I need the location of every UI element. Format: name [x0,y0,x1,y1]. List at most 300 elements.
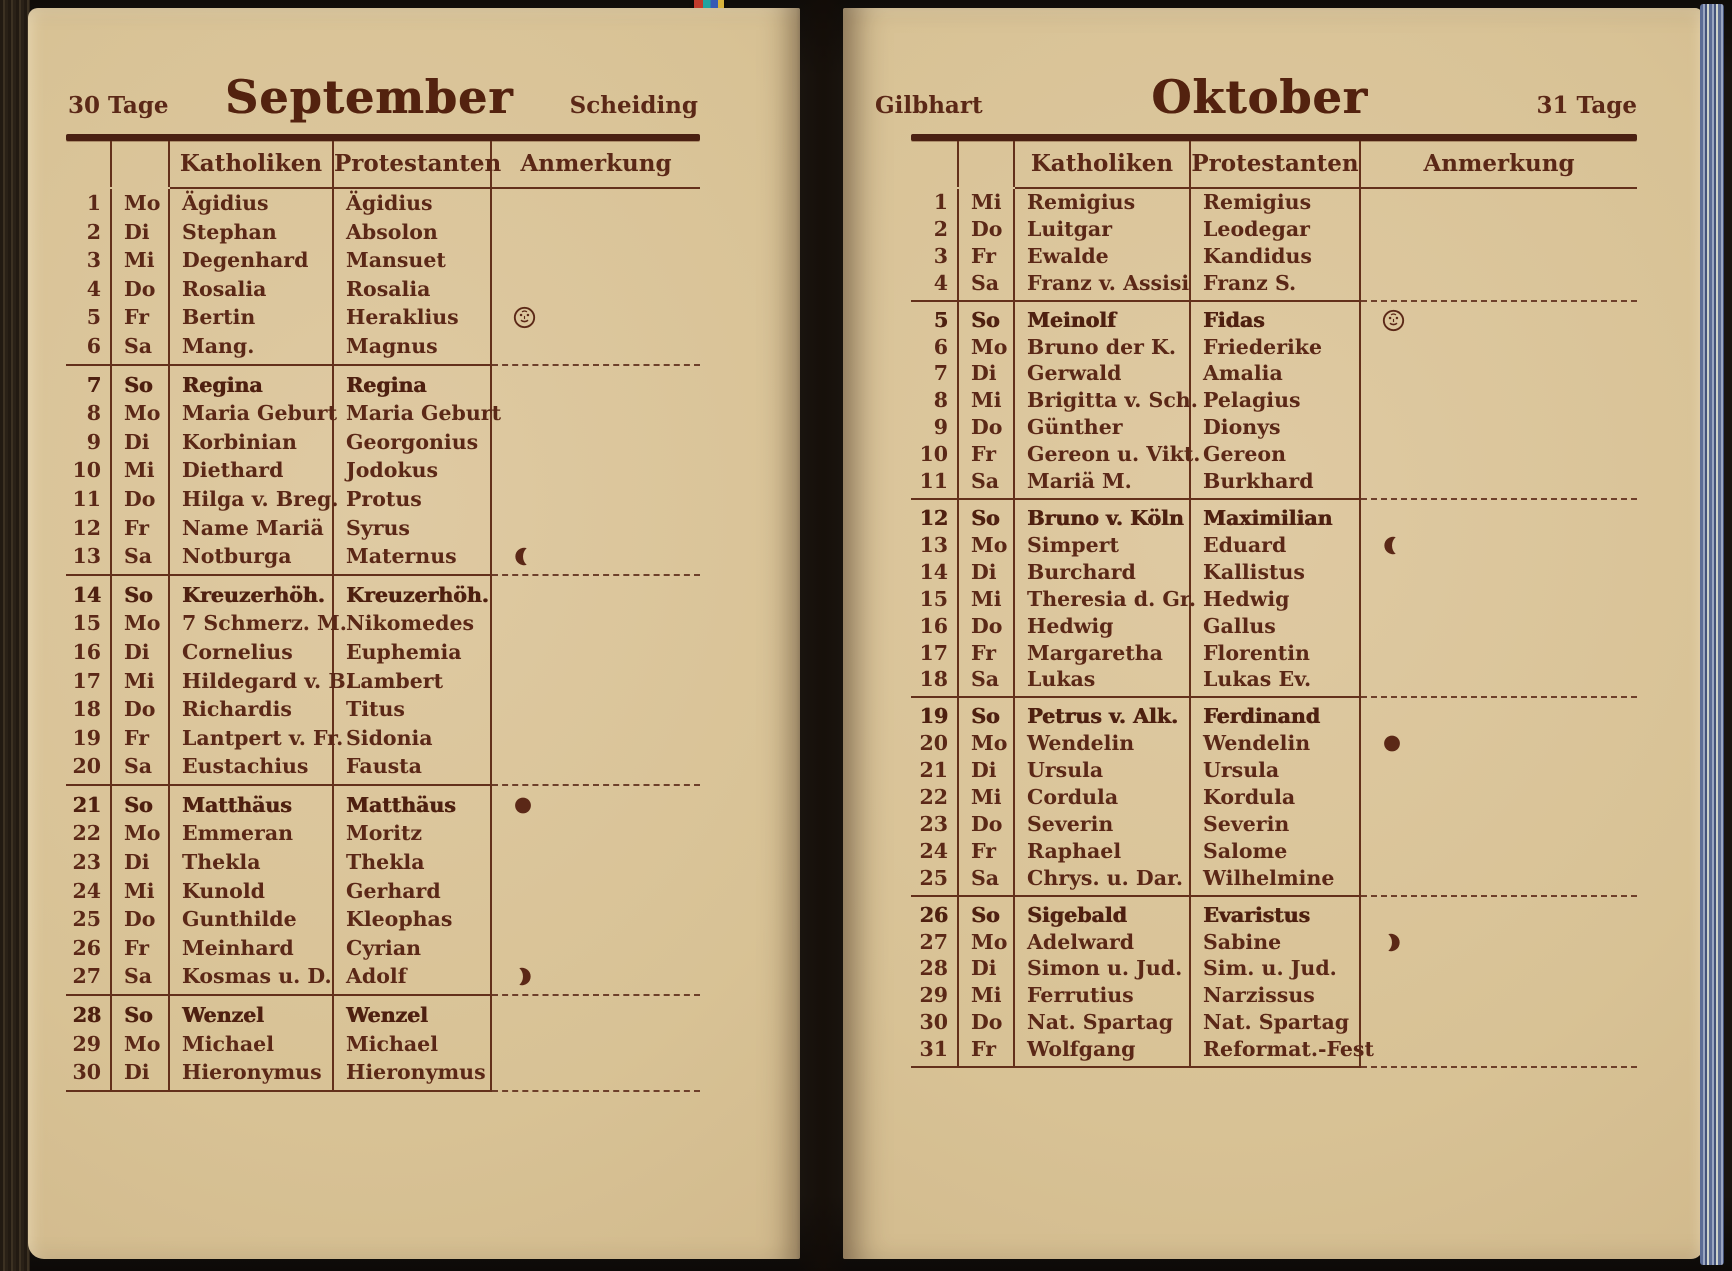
protestanten-name: Wenzel [334,996,492,1030]
day-number: 1 [66,189,112,218]
day-number: 2 [911,216,959,243]
weekday-abbrev: Mi [112,877,170,906]
september-header-rule [66,134,700,141]
anmerkung-cell [492,638,700,667]
anmerkung-cell [492,877,700,906]
calendar-row [66,786,700,820]
day-number: 24 [911,838,959,865]
katholiken-name: Diethard [170,456,334,485]
day-number: 3 [66,246,112,275]
calendar-row [911,838,1637,865]
book-gutter-shadow [796,0,848,1271]
katholiken-name: Nat. Spartag [1015,1009,1191,1036]
anmerkung-cell [1361,586,1637,613]
day-number: 17 [911,640,959,667]
anmerkung-cell [492,456,700,485]
protestanten-name: Gereon [1191,441,1361,468]
page-oktober [843,8,1703,1259]
day-number: 26 [66,934,112,963]
anmerkung-cell [1361,757,1637,784]
katholiken-name: Raphael [1015,838,1191,865]
anmerkung-cell [492,246,700,275]
weekday-abbrev: Fr [959,441,1015,468]
day-number: 23 [66,848,112,877]
weekday-abbrev: So [959,897,1015,929]
calendar-row [911,216,1637,243]
protestanten-name: Kleophas [334,905,492,934]
day-number: 22 [66,819,112,848]
day-number: 13 [911,532,959,559]
page-september [28,8,800,1259]
anmerkung-cell [1361,811,1637,838]
calendar-row [911,666,1637,698]
anmerkung-cell [1361,838,1637,865]
protestanten-name: Kandidus [1191,243,1361,270]
protestanten-name: Ursula [1191,757,1361,784]
day-number: 8 [66,399,112,428]
weekday-abbrev: Mo [959,532,1015,559]
anmerkung-cell [492,848,700,877]
anmerkung-cell [1361,334,1637,361]
oktober-month-title: Oktober [1151,70,1368,124]
day-number: 8 [911,387,959,414]
calendar-row [911,586,1637,613]
calendar-row [66,428,700,457]
anmerkung-cell [1361,360,1637,387]
calendar-row [66,1030,700,1059]
weekday-abbrev: Di [112,1058,170,1092]
column-header-anmerkung: Anmerkung [1361,141,1637,189]
day-number: 19 [911,698,959,730]
protestanten-name: Sim. u. Jud. [1191,955,1361,982]
calendar-row [911,757,1637,784]
day-number: 31 [911,1036,959,1068]
katholiken-name: Franz v. Assisi [1015,270,1191,302]
anmerkung-cell [1361,730,1637,757]
anmerkung-cell [1361,468,1637,500]
last-quarter-icon [1381,533,1403,558]
day-number: 6 [66,332,112,366]
column-header-protestanten: Protestanten [1191,141,1361,189]
anmerkung-cell [492,819,700,848]
protestanten-name: Lukas Ev. [1191,666,1361,698]
day-number: 21 [66,786,112,820]
column-header-katholiken: Katholiken [170,141,334,189]
weekday-abbrev: Di [959,757,1015,784]
day-number: 5 [911,302,959,334]
weekday-abbrev: Sa [959,865,1015,897]
protestanten-name: Cyrian [334,934,492,963]
katholiken-name: Adelward [1015,929,1191,956]
weekday-abbrev: Fr [112,514,170,543]
column-header-katholiken: Katholiken [1015,141,1191,189]
calendar-row [911,302,1637,334]
protestanten-name: Amalia [1191,360,1361,387]
katholiken-name: Ferrutius [1015,982,1191,1009]
weekday-abbrev: Mi [112,667,170,696]
anmerkung-cell [492,576,700,610]
anmerkung-cell [1361,1036,1637,1068]
katholiken-name: Emmeran [170,819,334,848]
calendar-row [66,303,700,332]
anmerkung-cell [1361,698,1637,730]
katholiken-name: Hieronymus [170,1058,334,1092]
katholiken-name: Ewalde [1015,243,1191,270]
weekday-abbrev: Sa [112,962,170,996]
weekday-abbrev: Mo [112,819,170,848]
weekday-abbrev: Di [112,848,170,877]
calendar-row [911,500,1637,532]
day-number: 15 [911,586,959,613]
day-number: 9 [66,428,112,457]
anmerkung-cell [492,275,700,304]
weekday-abbrev: Sa [959,468,1015,500]
anmerkung-cell [1361,784,1637,811]
calendar-row [66,996,700,1030]
protestanten-name: Mansuet [334,246,492,275]
calendar-row [911,865,1637,897]
day-number: 4 [911,270,959,302]
calendar-row [66,609,700,638]
katholiken-name: Degenhard [170,246,334,275]
katholiken-name: Remigius [1015,189,1191,216]
anmerkung-cell [492,485,700,514]
katholiken-name: Chrys. u. Dar. [1015,865,1191,897]
weekday-abbrev: Mo [112,1030,170,1059]
weekday-abbrev: Mi [112,456,170,485]
day-number: 5 [66,303,112,332]
calendar-row [66,576,700,610]
calendar-row [911,698,1637,730]
anmerkung-cell [1361,982,1637,1009]
katholiken-name: Hedwig [1015,613,1191,640]
day-number: 30 [66,1058,112,1092]
protestanten-name: Heraklius [334,303,492,332]
anmerkung-cell [1361,441,1637,468]
day-number: 10 [911,441,959,468]
day-number: 25 [911,865,959,897]
katholiken-name: Meinhard [170,934,334,963]
calendar-row [66,934,700,963]
day-number: 3 [911,243,959,270]
calendar-row [911,811,1637,838]
day-number: 2 [66,218,112,247]
calendar-row [66,877,700,906]
day-number: 27 [66,962,112,996]
weekday-abbrev: Mi [959,586,1015,613]
weekday-abbrev: Do [959,216,1015,243]
weekday-column-header [112,141,170,187]
anmerkung-cell [1361,216,1637,243]
protestanten-name: Severin [1191,811,1361,838]
protestanten-name: Gallus [1191,613,1361,640]
day-number: 23 [911,811,959,838]
calendar-row [66,1058,700,1092]
weekday-abbrev: Fr [112,934,170,963]
anmerkung-cell [492,542,700,576]
katholiken-name: Kunold [170,877,334,906]
day-number: 20 [66,752,112,786]
anmerkung-cell [492,724,700,753]
katholiken-name: Lantpert v. Fr. [170,724,334,753]
day-number: 9 [911,414,959,441]
protestanten-name: Fausta [334,752,492,786]
protestanten-name: Gerhard [334,877,492,906]
protestanten-name: Titus [334,695,492,724]
day-number: 13 [66,542,112,576]
weekday-abbrev: Do [959,811,1015,838]
calendar-row [911,1009,1637,1036]
calendar-row [66,695,700,724]
katholiken-name: Hilga v. Breg. [170,485,334,514]
katholiken-name: Cordula [1015,784,1191,811]
weekday-abbrev: Mi [112,246,170,275]
katholiken-name: Bruno v. Köln [1015,500,1191,532]
calendar-row [911,360,1637,387]
calendar-row [911,929,1637,956]
weekday-abbrev: Do [959,613,1015,640]
protestanten-name: Thekla [334,848,492,877]
day-number: 1 [911,189,959,216]
calendar-row [66,332,700,366]
weekday-abbrev: Di [959,360,1015,387]
katholiken-name: Notburga [170,542,334,576]
weekday-abbrev: Mi [959,982,1015,1009]
katholiken-name: Luitgar [1015,216,1191,243]
day-number: 26 [911,897,959,929]
protestanten-name: Maria Geburt [334,399,492,428]
weekday-abbrev: Di [112,428,170,457]
anmerkung-cell [492,609,700,638]
september-table [66,141,700,1092]
katholiken-name: Margaretha [1015,640,1191,667]
anmerkung-cell [1361,500,1637,532]
calendar-row [911,1036,1637,1068]
katholiken-name: Mang. [170,332,334,366]
anmerkung-cell [492,218,700,247]
day-number: 7 [66,366,112,400]
calendar-row [911,982,1637,1009]
protestanten-name: Absolon [334,218,492,247]
calendar-row [66,667,700,696]
protestanten-name: Jodokus [334,456,492,485]
anmerkung-cell [1361,189,1637,216]
calendar-row [66,542,700,576]
protestanten-name: Salome [1191,838,1361,865]
calendar-row [911,532,1637,559]
calendar-row [911,189,1637,216]
katholiken-name: Theresia d. Gr. [1015,586,1191,613]
calendar-row [911,559,1637,586]
weekday-abbrev: So [112,366,170,400]
katholiken-name: Brigitta v. Sch. [1015,387,1191,414]
protestanten-name: Burkhard [1191,468,1361,500]
protestanten-name: Narzissus [1191,982,1361,1009]
calendar-row [911,334,1637,361]
new-moon-icon [1381,731,1403,756]
weekday-abbrev: Do [959,1009,1015,1036]
protestanten-name: Maternus [334,542,492,576]
katholiken-name: Mariä M. [1015,468,1191,500]
katholiken-name: Günther [1015,414,1191,441]
protestanten-name: Matthäus [334,786,492,820]
weekday-abbrev: Mi [959,387,1015,414]
anmerkung-cell [492,399,700,428]
weekday-abbrev: Mo [959,730,1015,757]
weekday-abbrev: So [112,576,170,610]
oktober-column-headers [911,141,1637,189]
katholiken-name: Hildegard v. B. [170,667,334,696]
column-header-anmerkung: Anmerkung [492,141,700,189]
protestanten-name: Adolf [334,962,492,996]
protestanten-name: Syrus [334,514,492,543]
protestanten-name: Kreuzerhöh. [334,576,492,610]
anmerkung-cell [492,428,700,457]
weekday-abbrev: Do [112,275,170,304]
day-number: 20 [911,730,959,757]
weekday-abbrev: Do [112,695,170,724]
protestanten-name: Ägidius [334,189,492,218]
protestanten-name: Sabine [1191,929,1361,956]
anmerkung-cell [1361,243,1637,270]
weekday-abbrev: So [959,302,1015,334]
protestanten-name: Maximilian [1191,500,1361,532]
calendar-row [911,784,1637,811]
weekday-abbrev: Sa [112,542,170,576]
calendar-row [66,485,700,514]
katholiken-name: Bruno der K. [1015,334,1191,361]
katholiken-name: Gunthilde [170,905,334,934]
protestanten-name: Protus [334,485,492,514]
katholiken-name: Regina [170,366,334,400]
weekday-abbrev: Fr [959,1036,1015,1068]
anmerkung-cell [492,1058,700,1092]
anmerkung-cell [492,667,700,696]
calendar-row [911,270,1637,302]
protestanten-name: Reformat.-Fest [1191,1036,1361,1068]
katholiken-name: Bertin [170,303,334,332]
calendar-row [66,399,700,428]
column-header-protestanten: Protestanten [334,141,492,189]
day-number: 17 [66,667,112,696]
day-number: 16 [66,638,112,667]
protestanten-name: Franz S. [1191,270,1361,302]
weekday-abbrev: Di [112,218,170,247]
calendar-row [66,189,700,218]
day-number: 24 [66,877,112,906]
katholiken-name: Petrus v. Alk. [1015,698,1191,730]
oktober-table [911,141,1637,1068]
protestanten-name: Lambert [334,667,492,696]
weekday-abbrev: Do [112,485,170,514]
protestanten-name: Fidas [1191,302,1361,334]
katholiken-name: Thekla [170,848,334,877]
calendar-row [911,613,1637,640]
anmerkung-cell [492,1030,700,1059]
katholiken-name: Eustachius [170,752,334,786]
anmerkung-cell [1361,613,1637,640]
day-number: 11 [66,485,112,514]
protestanten-name: Nat. Spartag [1191,1009,1361,1036]
anmerkung-cell [1361,1009,1637,1036]
katholiken-name: Kreuzerhöh. [170,576,334,610]
oktober-header-rule [911,134,1637,141]
weekday-abbrev: So [959,500,1015,532]
weekday-abbrev: So [959,698,1015,730]
katholiken-name: Burchard [1015,559,1191,586]
weekday-abbrev: Di [959,955,1015,982]
anmerkung-cell [1361,897,1637,929]
protestanten-name: Euphemia [334,638,492,667]
oktober-rows [911,189,1637,1068]
day-number: 18 [911,666,959,698]
anmerkung-cell [492,332,700,366]
weekday-abbrev: Mi [959,784,1015,811]
anmerkung-cell [1361,302,1637,334]
anmerkung-cell [492,962,700,996]
katholiken-name: Ursula [1015,757,1191,784]
calendar-row [66,848,700,877]
day-number: 18 [66,695,112,724]
anmerkung-cell [1361,865,1637,897]
katholiken-name: Wenzel [170,996,334,1030]
katholiken-name: Sigebald [1015,897,1191,929]
protestanten-name: Wendelin [1191,730,1361,757]
weekday-abbrev: Sa [112,752,170,786]
anmerkung-cell [492,303,700,332]
weekday-abbrev: Fr [959,640,1015,667]
weekday-abbrev: Sa [112,332,170,366]
september-header [28,70,800,124]
katholiken-name: Maria Geburt [170,399,334,428]
anmerkung-cell [1361,929,1637,956]
day-number: 14 [66,576,112,610]
weekday-abbrev: Fr [959,838,1015,865]
day-column-header [911,141,959,187]
weekday-abbrev: Do [959,414,1015,441]
weekday-abbrev: So [112,996,170,1030]
katholiken-name: Kosmas u. D. [170,962,334,996]
katholiken-name: Gereon u. Vikt. [1015,441,1191,468]
katholiken-name: Severin [1015,811,1191,838]
book-left-page-edges [0,0,30,1271]
calendar-row [66,275,700,304]
katholiken-name: 7 Schmerz. M. [170,609,334,638]
calendar-row [66,456,700,485]
katholiken-name: Wendelin [1015,730,1191,757]
calendar-row [911,730,1637,757]
anmerkung-cell [1361,559,1637,586]
calendar-row [66,724,700,753]
katholiken-name: Meinolf [1015,302,1191,334]
protestanten-name: Leodegar [1191,216,1361,243]
calendar-row [66,366,700,400]
katholiken-name: Richardis [170,695,334,724]
anmerkung-cell [492,752,700,786]
katholiken-name: Korbinian [170,428,334,457]
anmerkung-cell [1361,387,1637,414]
day-number: 25 [66,905,112,934]
calendar-row [66,638,700,667]
protestanten-name: Magnus [334,332,492,366]
full-moon-icon [1381,308,1406,333]
weekday-abbrev: Di [112,638,170,667]
katholiken-name: Simon u. Jud. [1015,955,1191,982]
last-quarter-icon [512,544,534,569]
katholiken-name: Simpert [1015,532,1191,559]
anmerkung-cell [492,366,700,400]
day-number: 22 [911,784,959,811]
